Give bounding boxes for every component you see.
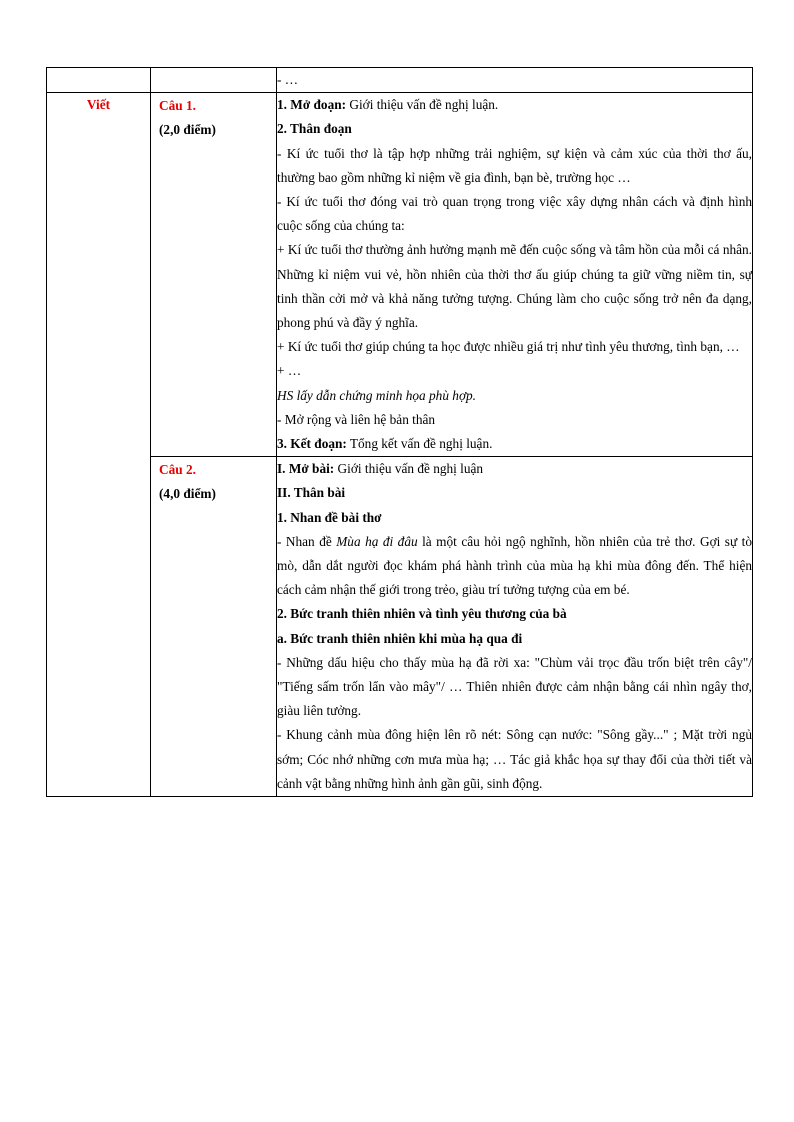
content-cell [277, 457, 753, 797]
content-heading: 2. Thân đoạn [277, 121, 352, 137]
content-text: - Khung cảnh mùa đông hiện lên rõ nét: Sông cạn nước: "Sông gầy..." ; Mặt trời ngủ sớm; Cóc nhớ những cơn mưa mùa hạ; … Tác giả khắc họa sự thay đổi của thời tiết và cảnh vật bằng những hình ảnh gần gũi, sinh động. [277, 727, 752, 791]
question-cell [151, 457, 277, 797]
content-line [277, 117, 752, 141]
content-text: Giới thiệu vấn đề nghị luận [334, 461, 484, 477]
content-line [277, 723, 752, 796]
content-italic: Mùa hạ đi đâu [336, 533, 418, 549]
content-heading: a. Bức tranh thiên nhiên khi mùa hạ qua đi [277, 630, 523, 646]
table-row [47, 93, 753, 457]
section-cell [47, 68, 151, 93]
content-cell [277, 68, 753, 93]
question-points: (4,0 điểm) [159, 486, 216, 502]
content-line [277, 93, 752, 117]
content-text: + Kí ức tuổi thơ giúp chúng ta học được nhiều giá trị như tình yêu thương, tình bạn, … [277, 339, 740, 355]
content-heading: 1. Mở đoạn: [277, 97, 347, 113]
content-line [277, 481, 752, 505]
content-heading: I. Mở bài: [277, 461, 335, 477]
content-line [277, 190, 752, 238]
question-label: Câu 1. [159, 98, 196, 114]
content-text: + Kí ức tuổi thơ thường ảnh hưởng mạnh mẽ đến cuộc sống và tâm hồn của mỗi cá nhân. Những kỉ niệm vui vẻ, hồn nhiên của thời thơ ấu giúp chúng ta giữ vững niềm tin, sự tinh thần cởi mở và khả năng tưởng tượng. Chúng làm cho cuộc sống trở nên đa dạng, phong phú và đầy ý nghĩa. [277, 242, 752, 331]
content-text: + … [277, 363, 302, 379]
content-text: - Mở rộng và liên hệ bản thân [277, 411, 436, 427]
content-heading: 3. Kết đoạn: [277, 436, 347, 452]
content-line [277, 238, 752, 335]
question-cell [151, 93, 277, 457]
content-cell [277, 93, 753, 457]
content-text: - Nhan đề [277, 533, 337, 549]
content-heading: II. Thân bài [277, 485, 346, 501]
content-line [277, 651, 752, 724]
content-line [277, 602, 752, 626]
content-heading: 2. Bức tranh thiên nhiên và tình yêu thương của bà [277, 606, 567, 622]
content-line [277, 457, 752, 481]
content-heading: 1. Nhan đề bài thơ [277, 509, 382, 525]
content-line [277, 627, 752, 651]
content-line [277, 432, 752, 456]
question-cell [151, 68, 277, 93]
content-text: Tổng kết vấn đề nghị luận. [346, 436, 493, 452]
table-row [47, 457, 753, 797]
content-text: - Những dấu hiệu cho thấy mùa hạ đã rời xa: "Chùm vải trọc đầu trốn biệt trên cây"/ "Tiếng sấm trốn lẩn vào mây"/ … Thiên nhiên được cảm nhận bằng cái nhìn ngây thơ, giàu liên tưởng. [277, 654, 752, 719]
table-row [47, 68, 753, 93]
content-line [277, 335, 752, 359]
content-text: - Kí ức tuổi thơ đóng vai trò quan trọng trong việc xây dựng nhân cách và định hình cuộc sống của chúng ta: [277, 194, 752, 234]
content-line [277, 142, 752, 190]
content-line [277, 384, 752, 408]
content-line [277, 530, 752, 603]
content-line: - … [277, 72, 299, 87]
answer-key-table [46, 67, 753, 797]
section-label: Viết [47, 93, 151, 797]
content-text: - Kí ức tuổi thơ là tập hợp những trải nghiệm, sự kiện và cảm xúc của thời thơ ấu, thường bao gồm những kỉ niệm về gia đình, bạn bè, trường học … [277, 145, 752, 185]
question-points: (2,0 điểm) [159, 122, 216, 138]
content-italic: HS lấy dẫn chứng minh họa phù hợp. [277, 387, 477, 403]
content-text: Giới thiệu vấn đề nghị luận. [346, 97, 499, 113]
content-text: là một câu hỏi ngộ nghĩnh, hồn nhiên của trẻ thơ. Gợi sự tò mò, dẫn dắt người đọc khám phá hành trình của mùa hạ khi mùa đông đến. Thể hiện cách cảm nhận thế giới trong trẻo, giàu trí tưởng tượng của em bé. [277, 533, 752, 598]
content-line [277, 408, 752, 432]
content-line [277, 506, 752, 530]
content-line [277, 359, 752, 383]
question-label: Câu 2. [159, 462, 196, 478]
